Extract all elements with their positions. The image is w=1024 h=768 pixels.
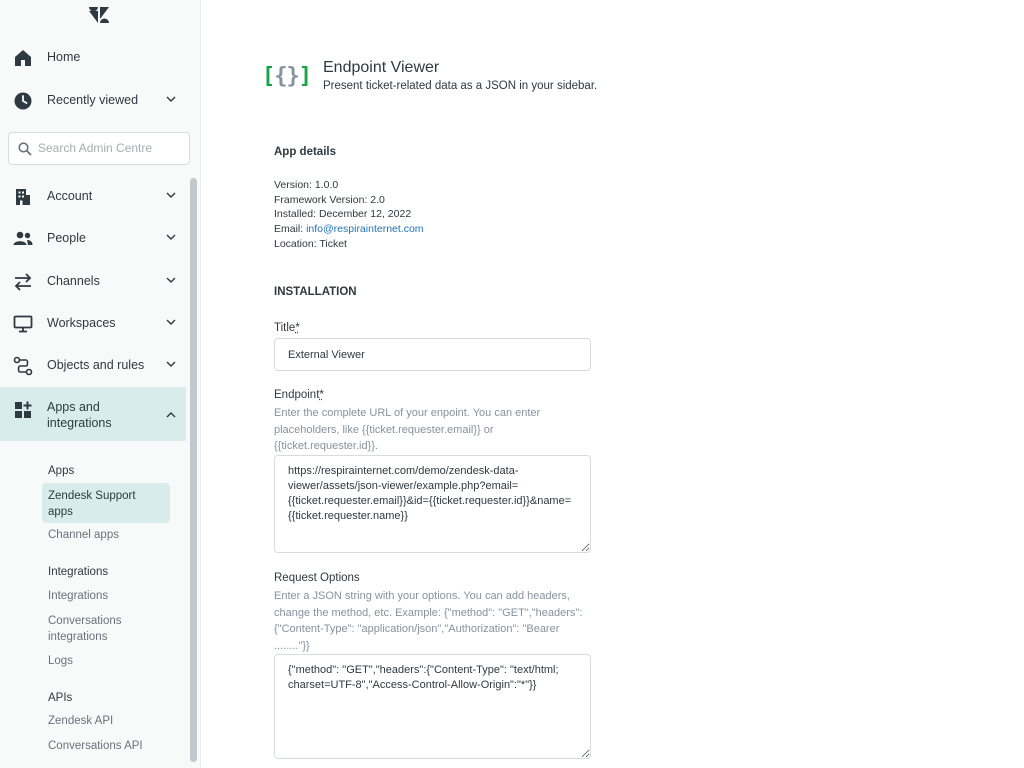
chevron-down-icon xyxy=(166,192,176,199)
nav-apps-and-integrations-label: Apps and integrations xyxy=(47,400,112,430)
detail-framework-version: Framework Version: 2.0 xyxy=(274,194,385,206)
request-options-help-text: Enter a JSON string with your options. You can add headers, change the method, etc. Example: {"method": "GET","headers":{"Content-Type": "application/json","Authorization": "Bearer ........"}} xyxy=(274,590,583,652)
detail-email-label: Email: xyxy=(274,223,307,235)
title-input[interactable] xyxy=(274,338,591,371)
chevron-down-icon xyxy=(166,319,176,326)
integrations-heading: Integrations xyxy=(48,566,109,578)
chevron-down-icon xyxy=(166,361,176,368)
nav-objects-and-rules-label: Objects and rules xyxy=(47,358,145,372)
chevron-down-icon xyxy=(166,96,176,103)
endpoint-help-text: Enter the complete URL of your enpoint. You can enter placeholders, like {{ticket.requester.email}} or {{ticket.requester.id}}. xyxy=(274,407,541,452)
endpoint-textarea[interactable] xyxy=(274,455,591,553)
chevron-up-icon xyxy=(166,411,176,418)
search-admin-centre[interactable] xyxy=(8,132,190,165)
nav-workspaces-label: Workspaces xyxy=(47,316,116,330)
subnav-logs[interactable]: Logs xyxy=(48,655,73,667)
apps-grid-icon xyxy=(13,400,33,420)
required-mark: * xyxy=(295,322,300,334)
search-input[interactable] xyxy=(38,141,183,155)
chevron-down-icon xyxy=(166,277,176,284)
nav-recently-viewed-label: Recently viewed xyxy=(47,93,139,107)
subnav-zendesk-support-apps-label: Zendesk Support apps xyxy=(48,490,136,518)
people-icon xyxy=(13,229,33,249)
apis-heading: APIs xyxy=(48,692,73,704)
app-title: Endpoint Viewer xyxy=(323,59,440,76)
detail-installed: Installed: December 12, 2022 xyxy=(274,208,412,220)
nav-account-label: Account xyxy=(47,189,93,203)
subnav-zendesk-api[interactable]: Zendesk API xyxy=(48,715,114,727)
nav-workspaces[interactable] xyxy=(0,302,186,344)
nav-people-label: People xyxy=(47,231,86,245)
objects-rules-icon xyxy=(13,356,33,376)
building-icon xyxy=(13,187,33,207)
app-logo-icon: [{}] xyxy=(262,64,311,89)
nav-apps-and-integrations[interactable] xyxy=(0,387,186,441)
required-mark: * xyxy=(319,389,324,401)
arrows-exchange-icon xyxy=(13,272,33,292)
app-details-heading: App details xyxy=(274,146,336,158)
detail-email-link[interactable]: info@respirainternet.com xyxy=(306,223,424,235)
clock-icon xyxy=(13,91,33,111)
monitor-icon xyxy=(13,314,33,334)
nav-home[interactable] xyxy=(0,36,186,78)
installation-heading: INSTALLATION xyxy=(274,286,357,298)
detail-version: Version: 1.0.0 xyxy=(274,179,339,191)
subnav-integrations[interactable]: Integrations xyxy=(48,590,109,602)
home-icon xyxy=(13,48,33,68)
nav-home-label: Home xyxy=(47,50,81,64)
nav-people[interactable] xyxy=(0,217,186,259)
endpoint-label-text: Endpoint xyxy=(274,389,320,401)
request-options-textarea[interactable] xyxy=(274,654,591,759)
title-field-label xyxy=(274,322,300,334)
endpoint-field-label xyxy=(274,389,324,401)
request-options-label: Request Options xyxy=(274,572,360,584)
nav-objects-and-rules[interactable] xyxy=(0,344,186,386)
sidebar xyxy=(0,0,201,768)
nav-channels[interactable] xyxy=(0,260,186,302)
search-icon xyxy=(18,142,32,156)
nav-channels-label: Channels xyxy=(47,274,100,288)
sidebar-scrollbar[interactable] xyxy=(190,178,197,762)
app-description: Present ticket-related data as a JSON in your sidebar. xyxy=(323,80,598,92)
zendesk-logo-icon[interactable] xyxy=(88,6,110,24)
title-label-text: Title xyxy=(274,322,296,334)
detail-email-row xyxy=(274,223,424,235)
detail-location: Location: Ticket xyxy=(274,238,347,250)
nav-account[interactable] xyxy=(0,175,186,217)
subnav-conversations-integrations[interactable]: Conversations integrations xyxy=(48,615,122,643)
subnav-zendesk-support-apps[interactable] xyxy=(42,483,170,523)
apps-heading: Apps xyxy=(48,465,75,477)
nav-recently-viewed[interactable] xyxy=(0,79,186,121)
chevron-down-icon xyxy=(166,234,176,241)
subnav-channel-apps[interactable]: Channel apps xyxy=(48,529,119,541)
subnav-conversations-api[interactable]: Conversations API xyxy=(48,740,143,752)
